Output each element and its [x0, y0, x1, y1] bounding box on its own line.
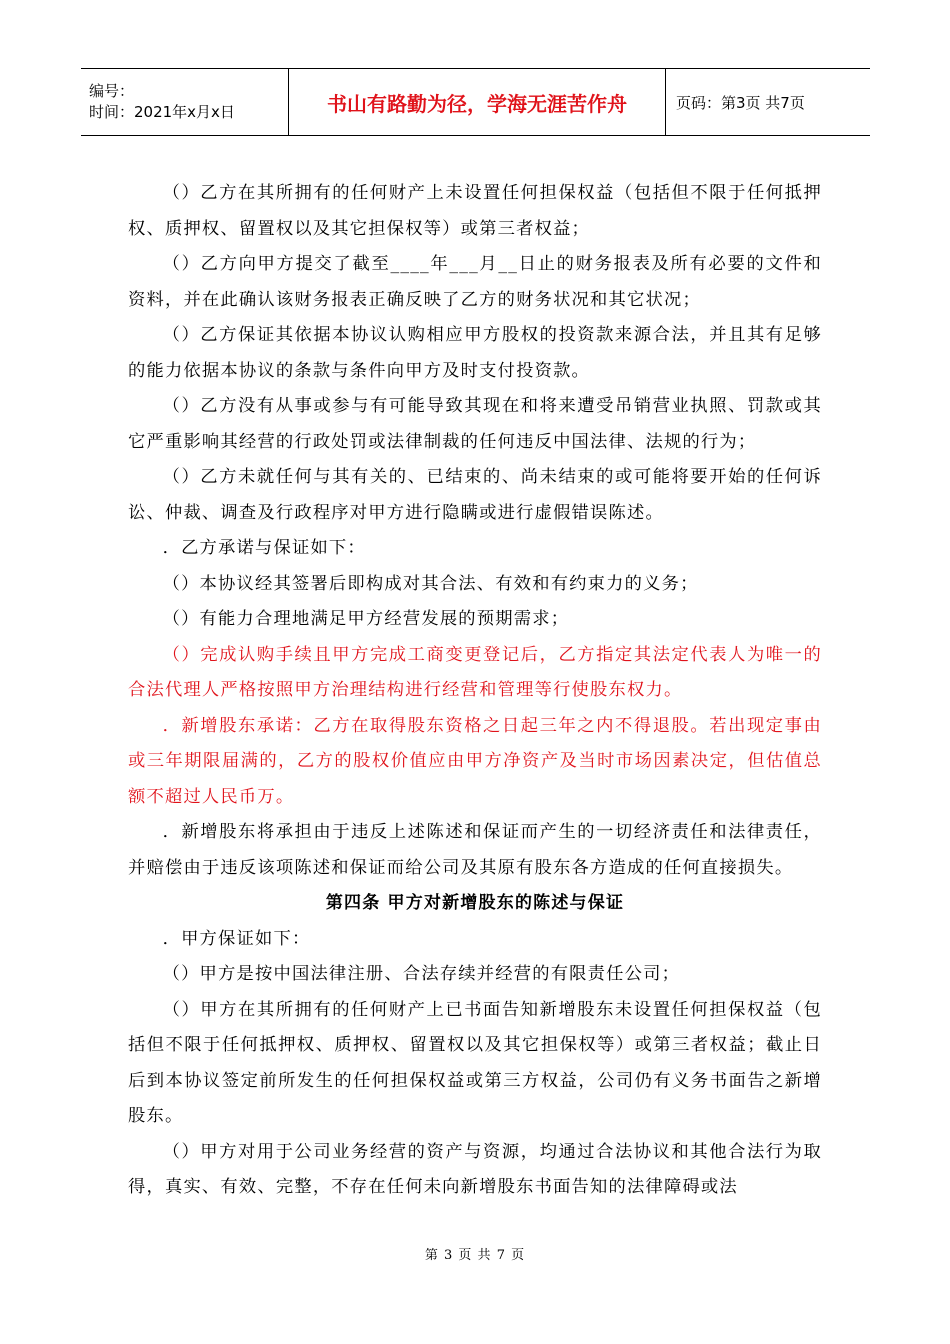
body-paragraph: （）乙方没有从事或参与有可能导致其现在和将来遭受吊销营业执照、罚款或其它严重影响其经营的行政处罚或法律制裁的任何违反中国法律、法规的行为；: [128, 396, 822, 452]
page-header: [81, 68, 870, 136]
header-page-number: 页码：第3页 共7页: [666, 69, 871, 136]
section-heading: 第四条 甲方对新增股东的陈述与保证: [325, 893, 625, 913]
body-paragraph: ．乙方承诺与保证如下：: [162, 538, 366, 558]
body-paragraph: （）完成认购手续且甲方完成工商变更登记后，乙方指定其法定代表人为唯一的合法代理人严格按照甲方治理结构进行经营和管理等行使股东权力。: [128, 644, 822, 700]
body-paragraph: ．新增股东将承担由于违反上述陈述和保证而产生的一切经济责任和法律责任，并赔偿由于违反该项陈述和保证而给公司及其原有股东各方造成的任何直接损失。: [128, 822, 822, 878]
body-paragraph: （）有能力合理地满足甲方经营发展的预期需求；: [162, 609, 570, 629]
header-motto: 书山有路勤为径，学海无涯苦作舟: [289, 69, 666, 136]
body-paragraph: ．甲方保证如下：: [162, 928, 311, 949]
header-meta: [81, 69, 289, 136]
body-paragraph: ．新增股东承诺：乙方在取得股东资格之日起三年之内不得退股。若出现定事由或三年期限届满的，乙方的股权价值应由甲方净资产及当时市场因素决定，但估值总额不超过人民币万。: [128, 715, 822, 807]
body-paragraph: （）乙方保证其依据本协议认购相应甲方股权的投资款来源合法，并且其有足够的能力依据本协议的条款与条件向甲方及时支付投资款。: [128, 325, 822, 381]
body-paragraph: （）甲方在其所拥有的任何财产上已书面告知新增股东未设置任何担保权益（包括但不限于任何抵押权、质押权、留置权以及其它担保权等）或第三者权益；截止日后到本协议签定前所发生的任何担保权益或第三方权益，公司仍有义务书面告之新增股东。: [128, 999, 822, 1126]
body-paragraph: （）本协议经其签署后即构成对其合法、有效和有约束力的义务；: [162, 573, 699, 594]
body-paragraph: （）甲方对用于公司业务经营的资产与资源，均通过合法协议和其他合法行为取得，真实、有效、完整，不存在任何未向新增股东书面告知的法律障碍或法: [128, 1141, 822, 1197]
body-paragraph: （）乙方未就任何与其有关的、已结束的、尚未结束的或可能将要开始的任何诉讼、仲裁、调查及行政程序对甲方进行隐瞒或进行虚假错误陈述。: [128, 467, 822, 523]
document-body: [128, 176, 822, 1206]
document-number-label: 编号：: [89, 82, 135, 100]
body-paragraph: （）乙方向甲方提交了截至____年___月__日止的财务报表及所有必要的文件和资料，并在此确认该财务报表正确反映了乙方的财务状况和其它状况；: [128, 254, 822, 310]
body-paragraph: （）乙方在其所拥有的任何财产上未设置任何担保权益（包括但不限于任何抵押权、质押权、留置权以及其它担保权等）或第三者权益；: [128, 183, 822, 239]
document-date-label: 时间：2021年x月x日: [89, 103, 235, 121]
page-footer: 第 3 页 共 7 页: [424, 1248, 526, 1263]
body-paragraph: （）甲方是按中国法律注册、合法存续并经营的有限责任公司；: [162, 964, 681, 984]
